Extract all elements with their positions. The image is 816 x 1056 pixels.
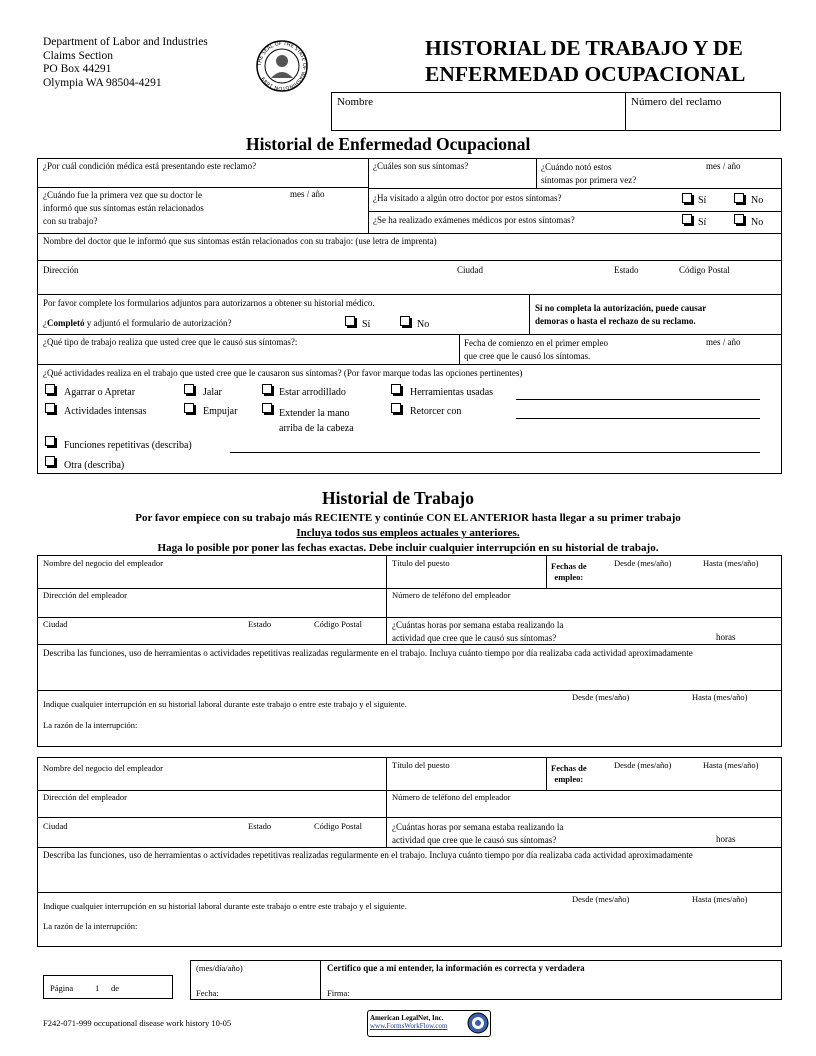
tools-label: Herramientas usadas xyxy=(410,387,494,398)
form-title-line-2: ENFERMEDAD OCUPACIONAL xyxy=(425,62,746,86)
employer-2-title-label: Título del puesto xyxy=(392,760,450,770)
employer-1-reason-field[interactable] xyxy=(160,716,780,734)
agency-line-2: Claims Section xyxy=(43,49,113,62)
authorization-warning xyxy=(535,302,706,328)
completed-pre: ¿ xyxy=(43,318,47,328)
employer-1-from-label: Desde (mes/año) xyxy=(614,558,672,568)
tools-checkbox[interactable] xyxy=(391,384,401,394)
authorization-no-label: No xyxy=(417,319,430,330)
warning-line-2: demoras o hasta el rechazo de su reclamo. xyxy=(535,316,696,326)
doctor-state-label: Estado xyxy=(614,265,639,275)
repetitive-checkbox[interactable] xyxy=(45,436,55,446)
intense-label: Actividades intensas xyxy=(64,406,147,417)
page-label: Página xyxy=(50,983,74,993)
form-id: F242-071-999 occupational disease work history 10-05 xyxy=(43,1018,232,1028)
authorization-yes-checkbox[interactable] xyxy=(345,316,355,326)
pull-label: Jalar xyxy=(203,387,222,398)
exams-question: ¿Se ha realizado exámenes médicos por estos síntomas? xyxy=(373,215,575,225)
work-type-question: ¿Qué tipo de trabajo realiza que usted cree que le causó sus síntomas?: xyxy=(43,337,298,347)
exams-yes-checkbox[interactable] xyxy=(682,214,692,224)
employer-1-zip-label: Código Postal xyxy=(314,619,362,629)
other-doctor-question: ¿Ha visitado a algún otro doctor por estos síntomas? xyxy=(373,193,562,203)
employer-2-dates-label xyxy=(551,763,587,785)
employer-1-gap-from-label: Desde (mes/año) xyxy=(572,692,630,702)
employer-2-name-label: Nombre del negocio del empleador xyxy=(43,763,163,773)
intense-checkbox[interactable] xyxy=(45,403,55,413)
completed-form-question xyxy=(43,318,231,328)
employer-2-hours-question xyxy=(392,821,563,847)
employer-1-dates-line-1: Fechas de xyxy=(551,561,587,571)
completed-post: y adjuntó el formulario de autorización? xyxy=(84,318,232,328)
work-instruction-2: Incluya todos sus empleos actuales y anteriores. xyxy=(296,527,520,539)
complete-forms-text: Por favor complete los formularios adjuntos para autorizarnos a obtener su historial médico. xyxy=(43,298,375,308)
tools-line[interactable] xyxy=(516,399,760,400)
employer-1-interruption-label: Indique cualquier interrupción en su historial laboral durante este trabajo o entre este trabajo y el siguiente. xyxy=(43,699,407,709)
page-number: 1 xyxy=(95,983,100,993)
employer-1-hours-line-1: ¿Cuántas horas por semana estaba realizando la xyxy=(392,620,564,630)
first-noticed-question xyxy=(541,161,636,187)
employer-1-state-label: Estado xyxy=(248,619,272,629)
legalnet-logo-line-2: www.FormsWorkFlow.com xyxy=(370,1022,448,1030)
legalnet-logo-line-1: American LegalNet, Inc. xyxy=(370,1014,444,1022)
svg-text:THE SEAL OF THE STATE OF WASHI: THE SEAL OF THE STATE OF WASHINGTON 1889 xyxy=(256,40,308,92)
pull-checkbox[interactable] xyxy=(184,384,194,394)
certification-text: Certifico que a mi entender, la información es correcta y verdadera xyxy=(327,963,585,973)
completed-bold: Completó xyxy=(47,318,85,328)
employer-1-name-field[interactable] xyxy=(38,569,385,587)
employer-2-dates-line-1: Fechas de xyxy=(551,763,587,773)
other-doctor-yes-label: Sí xyxy=(698,195,707,206)
other-activity-checkbox[interactable] xyxy=(45,456,55,466)
employer-1-dates-label xyxy=(551,561,587,583)
date-field[interactable] xyxy=(225,982,318,998)
doctor-related-question xyxy=(43,189,204,228)
authorization-yes-label: Sí xyxy=(362,319,371,330)
doctor-related-line-2: informó que sus síntomas están relacionados xyxy=(43,203,204,213)
globe-icon xyxy=(467,1012,489,1034)
doctor-related-line-1: ¿Cuándo fue la primera vez que su doctor le xyxy=(43,190,202,200)
page-of-label: de xyxy=(111,983,120,993)
employer-2-reason-label: La razón de la interrupción: xyxy=(43,921,138,931)
condition-question: ¿Por cuál condición médica está presentando este reclamo? xyxy=(43,161,257,171)
employer-2-from-label: Desde (mes/año) xyxy=(614,760,672,770)
employer-2-title-field[interactable] xyxy=(387,771,545,789)
push-checkbox[interactable] xyxy=(184,403,194,413)
twist-checkbox[interactable] xyxy=(391,403,401,413)
employer-1-address-field[interactable] xyxy=(38,601,385,616)
employer-1-hours-question xyxy=(392,619,563,645)
doctor-name-field[interactable] xyxy=(38,247,781,259)
employer-2-hours-line-2: actividad que cree que le causó sus síntomas? xyxy=(392,835,557,845)
kneel-label: Estar arrodillado xyxy=(279,387,346,398)
employer-2-dates-line-2: empleo: xyxy=(554,774,584,784)
employer-2-gap-from-label: Desde (mes/año) xyxy=(572,894,630,904)
employer-1-title-field[interactable] xyxy=(387,569,545,587)
disease-history-heading: Historial de Enfermedad Ocupacional xyxy=(246,134,531,154)
work-type-field[interactable] xyxy=(38,348,458,363)
reach-label xyxy=(279,406,354,436)
employer-1-name-label: Nombre del negocio del empleador xyxy=(43,558,163,568)
work-history-heading: Historial de Trabajo xyxy=(322,488,474,508)
condition-field[interactable] xyxy=(38,172,368,186)
employer-1-title-label: Título del puesto xyxy=(392,558,450,568)
name-label: Nombre xyxy=(337,96,374,108)
reach-line-1: Extender la mano xyxy=(279,408,350,419)
signature-label: Firma: xyxy=(327,988,350,998)
reach-line-2: arriba de la cabeza xyxy=(279,423,354,434)
employer-2-zip-label: Código Postal xyxy=(314,821,362,831)
other-doctor-no-checkbox[interactable] xyxy=(734,193,744,203)
doctor-address-field[interactable] xyxy=(38,277,781,293)
doctor-address-label: Dirección xyxy=(43,265,79,275)
employer-1-dates-line-2: empleo: xyxy=(554,572,584,582)
name-field[interactable] xyxy=(332,108,624,130)
first-noticed-line-2: síntomas por primera vez? xyxy=(541,175,637,185)
other-doctor-no-label: No xyxy=(751,195,764,206)
repetitive-label: Funciones repetitivas (describa) xyxy=(64,440,192,451)
employer-1-gap-to-label: Hasta (mes/año) xyxy=(692,692,748,702)
work-instruction-1: Por favor empiece con su trabajo más RECIENTE y continúe CON EL ANTERIOR hasta llegar a su primer trabajo xyxy=(135,512,681,524)
twist-label: Retorcer con xyxy=(410,406,462,417)
kneel-checkbox[interactable] xyxy=(262,384,272,394)
start-date-month-year: mes / año xyxy=(706,337,741,347)
agency-line-3: PO Box 44291 xyxy=(43,63,112,75)
first-noticed-line-1: ¿Cuándo notó estos xyxy=(541,162,612,172)
start-date-line-1: Fecha de comienzo en el primer empleo xyxy=(464,338,608,348)
start-date-line-2: que cree que le causó los síntomas. xyxy=(464,351,591,361)
employer-2-describe-label: Describa las funciones, uso de herramientas o actividades repetitivas realizadas regularmente en el trabajo. Incluya cuánto tiempo por día realizaba cada actividad aproximadamente xyxy=(43,850,693,860)
employer-2-phone-field[interactable] xyxy=(387,803,781,816)
signature-field[interactable] xyxy=(358,982,778,998)
employer-2-gap-to-label: Hasta (mes/año) xyxy=(692,894,748,904)
employer-1-hours-line-2: actividad que cree que le causó sus síntomas? xyxy=(392,633,557,643)
legalnet-logo-text xyxy=(370,1014,447,1030)
employer-2-phone-label: Número de teléfono del empleador xyxy=(392,792,511,802)
employer-1-phone-field[interactable] xyxy=(387,601,781,616)
doctor-city-label: Ciudad xyxy=(457,265,483,275)
employer-2-state-label: Estado xyxy=(248,821,272,831)
start-date-label xyxy=(464,337,608,363)
employer-2-reason-field[interactable] xyxy=(160,918,780,936)
claim-number-field[interactable] xyxy=(626,108,780,130)
employer-1-address-label: Dirección del empleador xyxy=(43,590,128,600)
doctor-zip-label: Código Postal xyxy=(679,265,730,275)
warning-line-1: Si no completa la autorización, puede causar xyxy=(535,303,707,313)
doctor-related-month-year: mes / año xyxy=(290,189,325,199)
form-title xyxy=(425,35,745,87)
repetitive-line[interactable] xyxy=(230,452,760,453)
twist-line[interactable] xyxy=(516,418,760,419)
employer-1-to-label: Hasta (mes/año) xyxy=(703,558,759,568)
employer-2-name-field[interactable] xyxy=(38,774,385,789)
first-noticed-month-year: mes / año xyxy=(706,161,741,171)
date-label: Fecha: xyxy=(196,988,219,998)
grip-checkbox[interactable] xyxy=(45,384,55,394)
employer-2-hours-line-1: ¿Cuántas horas por semana estaba realizando la xyxy=(392,822,564,832)
employer-2-describe-field[interactable] xyxy=(38,876,781,891)
symptoms-question: ¿Cuáles son sus síntomas? xyxy=(373,161,469,171)
exams-no-checkbox[interactable] xyxy=(734,214,744,224)
other-doctor-yes-checkbox[interactable] xyxy=(682,193,692,203)
activities-question: ¿Qué actividades realiza en el trabajo que usted cree que le causaron sus síntomas? (Por favor marque todas las opciones pertinentes) xyxy=(43,368,523,378)
work-instruction-3: Haga lo posible por poner las fechas exactas. Debe incluir cualquier interrupción en su historial de trabajo. xyxy=(157,542,659,554)
agency-address xyxy=(43,36,208,90)
employer-2-address-label: Dirección del empleador xyxy=(43,792,128,802)
employer-1-reason-label: La razón de la interrupción: xyxy=(43,720,138,730)
agency-line-4: Olympia WA 98504-4291 xyxy=(43,76,162,89)
grip-label: Agarrar o Apretar xyxy=(64,387,136,398)
employer-1-phone-label: Número de teléfono del empleador xyxy=(392,590,511,600)
claim-number-label: Número del reclamo xyxy=(631,96,722,108)
push-label: Empujar xyxy=(203,406,238,417)
agency-line-1: Department of Labor and Industries xyxy=(43,36,208,48)
exams-yes-label: Sí xyxy=(698,217,707,228)
employer-2-address-field[interactable] xyxy=(38,803,385,816)
employer-2-city-label: Ciudad xyxy=(43,821,68,831)
employer-1-hours-unit: horas xyxy=(716,632,736,642)
symptoms-field[interactable] xyxy=(369,172,535,187)
doctor-related-line-3: con su trabajo? xyxy=(43,216,98,226)
employer-1-city-label: Ciudad xyxy=(43,619,68,629)
doctor-name-label: Nombre del doctor que le informó que sus síntomas están relacionados con su trabajo: (use letra de imprenta) xyxy=(43,236,437,246)
employer-2-interruption-label: Indique cualquier interrupción en su historial laboral durante este trabajo o entre este trabajo y el siguiente. xyxy=(43,901,407,911)
reach-checkbox[interactable] xyxy=(262,403,272,413)
employer-2-hours-unit: horas xyxy=(716,834,736,844)
employer-2-to-label: Hasta (mes/año) xyxy=(703,760,759,770)
employer-1-describe-label: Describa las funciones, uso de herramientas o actividades repetitivas realizadas regularmente en el trabajo. Incluya cuánto tiempo por día realizaba cada actividad aproximadamente xyxy=(43,648,693,658)
date-format-label: (mes/día/año) xyxy=(196,963,243,973)
exams-no-label: No xyxy=(751,217,764,228)
other-activity-label: Otra (describa) xyxy=(64,460,125,471)
authorization-no-checkbox[interactable] xyxy=(400,316,410,326)
page-total-field[interactable] xyxy=(125,979,170,996)
state-seal-icon xyxy=(256,40,308,92)
form-title-line-1: HISTORIAL DE TRABAJO Y DE xyxy=(425,36,743,60)
employer-1-describe-field[interactable] xyxy=(38,674,781,689)
